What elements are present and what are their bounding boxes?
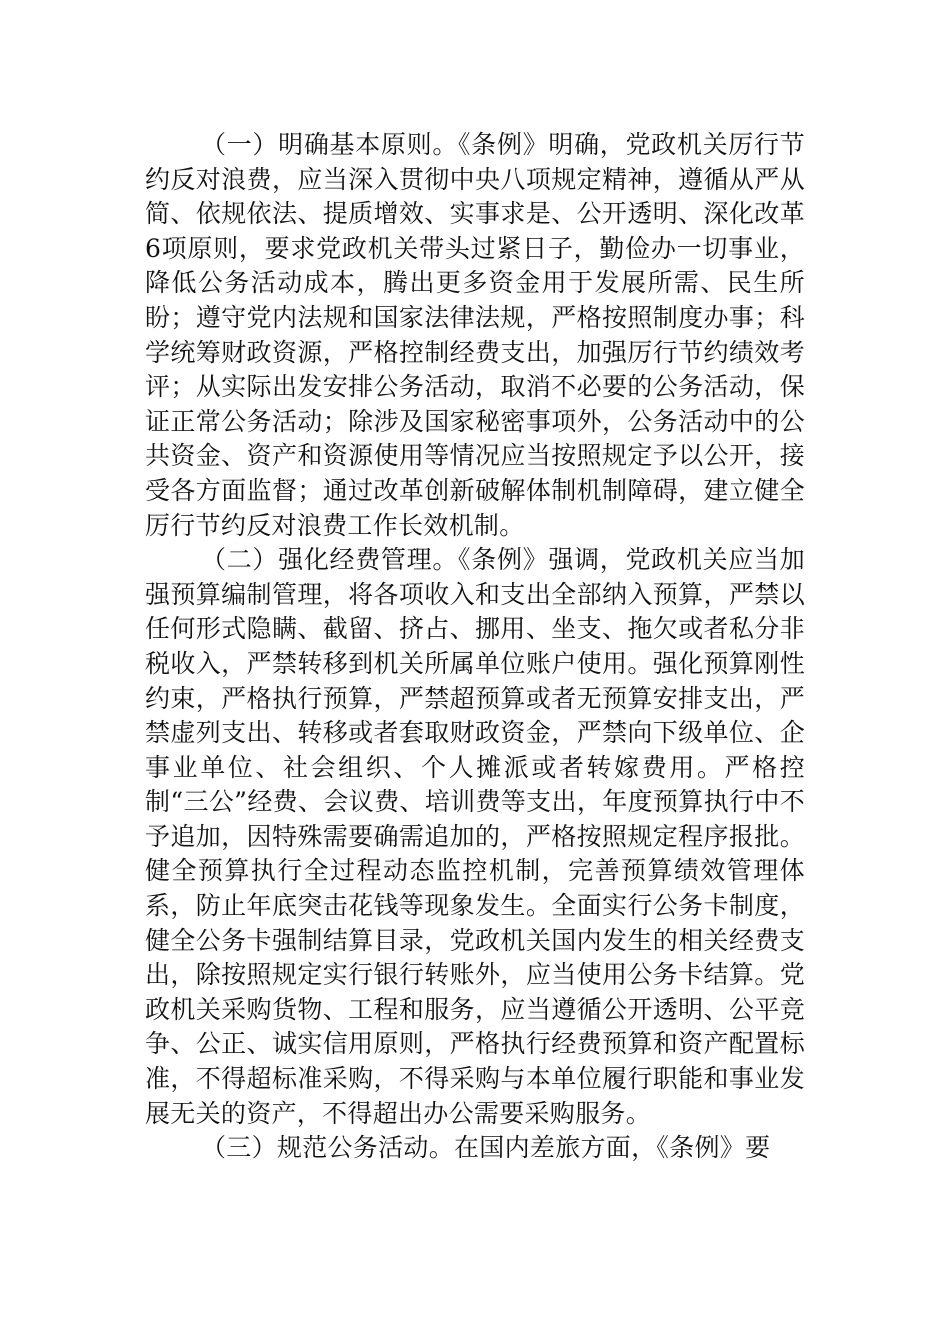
document-body <box>145 128 805 1166</box>
paragraph-official-activities: （三）规范公务活动。在国内差旅方面，《条例》要 <box>201 1133 771 1163</box>
paragraph-funding-management: （二）强化经费管理。《条例》强调，党政机关应当加强预算编制管理，将各项收入和支出全部纳入预算，严禁以任何形式隐瞒、截留、挤占、挪用、坐支、拖欠或者私分非税收入，严禁转移到机关所属单位账户使用。强化预算刚性约束，严格执行预算，严禁超预算或者无预算安排支出，严禁虚列支出、转移或者套取财政资金，严禁向下级单位、企事业单位、社会组织、个人摊派或者转嫁费用。严格控制“三公”经费、会议费、培训费等支出，年度预算执行中不予追加，因特殊需要确需追加的，严格按照规定程序报批。健全预算执行全过程动态监控机制，完善预算绩效管理体系，防止年底突击花钱等现象发生。全面实行公务卡制度，健全公务卡强制结算目录，党政机关国内发生的相关经费支出，除按照规定实行银行转账外，应当使用公务卡结算。党政机关采购货物、工程和服务，应当遵循公开透明、公平竞争、公正、诚实信用原则，严格执行经费预算和资产配置标准，不得超标准采购，不得采购与本单位履行职能和事业发展无关的资产，不得超出办公需要采购服务。 <box>145 545 805 1128</box>
paragraph-basic-principles: （一）明确基本原则。《条例》明确，党政机关厉行节约反对浪费，应当深入贯彻中央八项规定精神，遵循从严从简、依规依法、提质增效、实事求是、公开透明、深化改革6项原则，要求党政机关带头过紧日子，勤俭办一切事业，降低公务活动成本，腾出更多资金用于发展所需、民生所盼；遵守党内法规和国家法律法规，严格按照制度办事；科学统筹财政资源，严格控制经费支出，加强厉行节约绩效考评；从实际出发安排公务活动，取消不必要的公务活动，保证正常公务活动；除涉及国家秘密事项外，公务活动中的公共资金、资产和资源使用等情况应当按照规定予以公开，接受各方面监督；通过改革创新破解体制机制障碍，建立健全厉行节约反对浪费工作长效机制。 <box>145 130 805 540</box>
